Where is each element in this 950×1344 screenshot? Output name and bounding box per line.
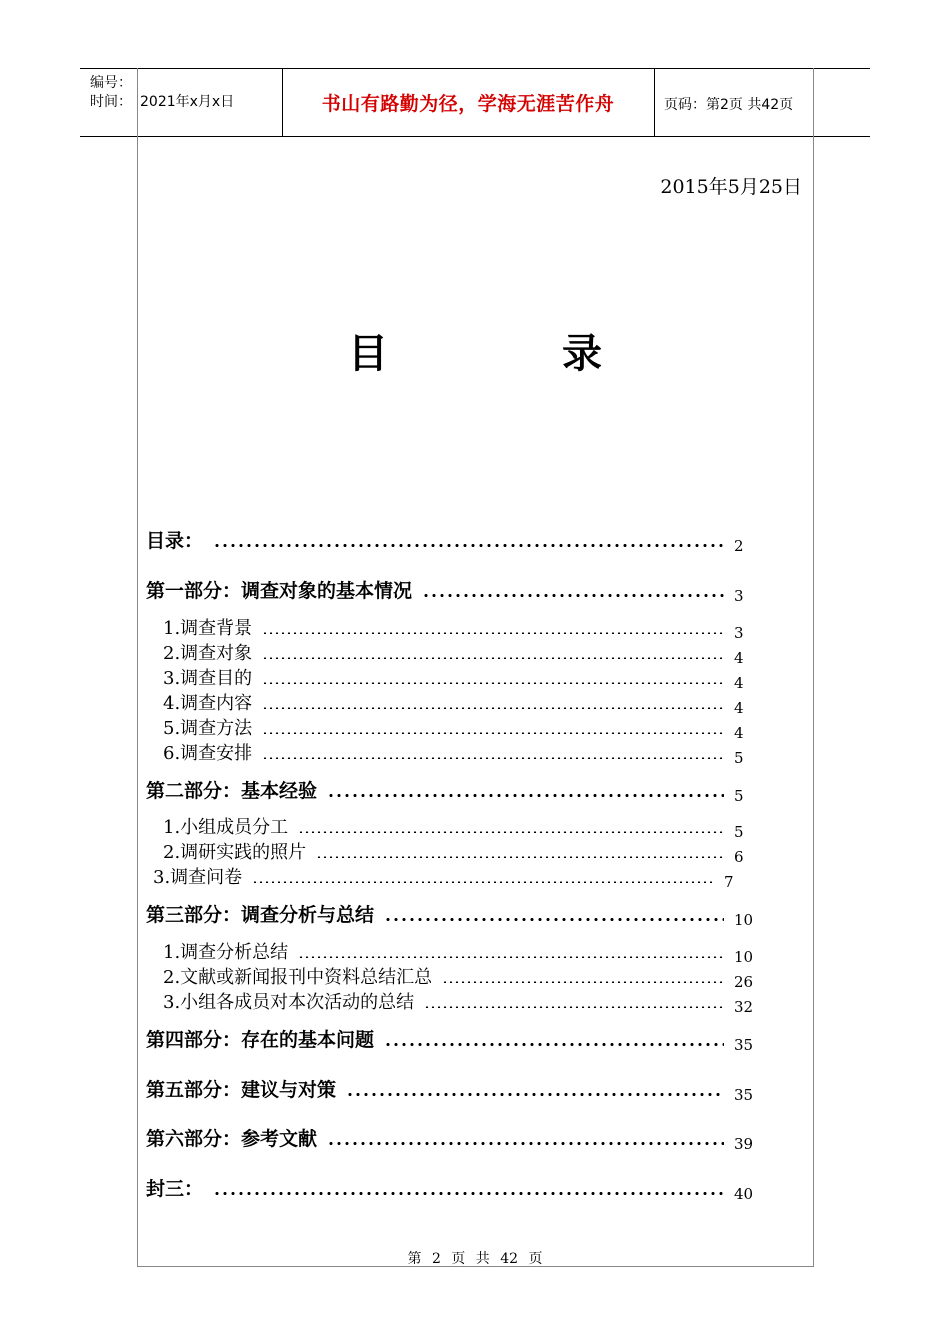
toc-page-number: 4 bbox=[734, 674, 744, 692]
toc-entry-label: 2.文献或新闻报刊中资料总结汇总 bbox=[163, 967, 433, 988]
toc-subsection-row[interactable] bbox=[163, 739, 760, 765]
toc-entry-label: 第五部分：建议与对策 bbox=[146, 1079, 337, 1101]
toc-dot-leader bbox=[298, 956, 724, 958]
toc-entry-label: 3.调查目的 bbox=[163, 668, 253, 689]
toc-dot-leader bbox=[327, 794, 724, 797]
toc-entry-label: 3.小组各成员对本次活动的总结 bbox=[163, 992, 415, 1013]
toc-entry-label: 5.调查方法 bbox=[163, 718, 253, 739]
time-value: 2021年x月x日 bbox=[140, 94, 235, 110]
header-page-info: 页码：第2页 共42页 bbox=[664, 97, 794, 113]
toc-page-number: 2 bbox=[734, 537, 744, 555]
toc-section-row[interactable] bbox=[146, 1075, 760, 1102]
header-motto: 书山有路勤为径，学海无涯苦作舟 bbox=[321, 92, 615, 115]
toc-page-number: 4 bbox=[734, 649, 744, 667]
toc-subsection-row[interactable] bbox=[163, 988, 760, 1014]
toc-page-number: 26 bbox=[734, 973, 754, 991]
toc-entry-label: 2.调查对象 bbox=[163, 643, 253, 664]
toc-page-number: 4 bbox=[734, 699, 744, 717]
toc-dot-leader bbox=[316, 856, 724, 858]
toc-section-row[interactable] bbox=[146, 526, 760, 553]
toc-dot-leader bbox=[213, 544, 724, 547]
toc-subsection-row[interactable] bbox=[163, 963, 760, 989]
toc-entry-label: 目录： bbox=[146, 530, 204, 552]
toc-dot-leader bbox=[213, 1192, 724, 1195]
toc-dot-leader bbox=[262, 632, 724, 634]
toc-page-number: 35 bbox=[734, 1036, 754, 1054]
toc-entry-label: 2.调研实践的照片 bbox=[163, 842, 307, 863]
toc-section-row[interactable] bbox=[146, 576, 760, 603]
toc-dot-leader bbox=[252, 881, 714, 883]
toc-subsection-row[interactable] bbox=[163, 813, 760, 839]
toc-entry-label: 第四部分：存在的基本问题 bbox=[146, 1029, 375, 1051]
toc-subsection-row[interactable] bbox=[163, 689, 760, 715]
toc-section-row[interactable] bbox=[146, 1174, 760, 1201]
toc-dot-leader bbox=[442, 981, 724, 983]
toc-entry-label: 第六部分：参考文献 bbox=[146, 1128, 318, 1150]
toc-entry-label: 1.调查背景 bbox=[163, 618, 253, 639]
toc-dot-leader bbox=[327, 1142, 724, 1145]
toc-page-number: 4 bbox=[734, 724, 744, 742]
toc-page-number: 3 bbox=[734, 587, 744, 605]
toc-entry-label: 4.调查内容 bbox=[163, 693, 253, 714]
toc-subsection-row[interactable] bbox=[153, 863, 750, 889]
toc-page-number: 6 bbox=[734, 848, 744, 866]
toc-entry-label: 1.调查分析总结 bbox=[163, 942, 289, 963]
toc-section-row[interactable] bbox=[146, 900, 760, 927]
toc-dot-leader bbox=[262, 707, 724, 709]
toc-subsection-row[interactable] bbox=[163, 838, 760, 864]
toc-page-number: 10 bbox=[734, 948, 754, 966]
toc-entry-label: 第一部分：调查对象的基本情况 bbox=[146, 580, 413, 602]
toc-dot-leader bbox=[384, 1043, 724, 1046]
toc-page-number: 3 bbox=[734, 624, 744, 642]
document-date: 2015年5月25日 bbox=[660, 176, 802, 198]
toc-subsection-row[interactable] bbox=[163, 938, 760, 964]
toc-subsection-row[interactable] bbox=[163, 664, 760, 690]
toc-page-number: 10 bbox=[734, 911, 754, 929]
toc-page-number: 35 bbox=[734, 1086, 754, 1104]
toc-dot-leader bbox=[262, 757, 724, 759]
page-footer: 第 2 页 共 42 页 bbox=[407, 1251, 543, 1267]
toc-dot-leader bbox=[384, 918, 724, 921]
toc-entry-label: 第二部分：基本经验 bbox=[146, 780, 318, 802]
toc-page-number: 7 bbox=[724, 873, 734, 891]
toc-entry-label: 1.小组成员分工 bbox=[163, 817, 289, 838]
toc-subsection-row[interactable] bbox=[163, 639, 760, 665]
toc-dot-leader bbox=[422, 594, 724, 597]
toc-page-number: 5 bbox=[734, 823, 744, 841]
toc-subsection-row[interactable] bbox=[163, 614, 760, 640]
toc-page-number: 39 bbox=[734, 1135, 754, 1153]
toc-entry-label: 3.调查问卷 bbox=[153, 867, 243, 888]
toc-title: 目 录 bbox=[348, 331, 682, 377]
toc-entry-label: 第三部分：调查分析与总结 bbox=[146, 904, 375, 926]
toc-dot-leader bbox=[424, 1006, 724, 1008]
toc-page-number: 40 bbox=[734, 1185, 754, 1203]
toc-section-row[interactable] bbox=[146, 1025, 760, 1052]
toc-entry-label: 6.调查安排 bbox=[163, 743, 253, 764]
toc-dot-leader bbox=[262, 682, 724, 684]
toc-dot-leader bbox=[346, 1093, 724, 1096]
toc-page-number: 5 bbox=[734, 749, 744, 767]
toc-dot-leader bbox=[262, 732, 724, 734]
toc-entry-label: 封三： bbox=[146, 1178, 204, 1200]
toc-dot-leader bbox=[298, 831, 724, 833]
toc-page-number: 5 bbox=[734, 787, 744, 805]
time-label: 时间： bbox=[90, 94, 132, 110]
toc-section-row[interactable] bbox=[146, 776, 760, 803]
serial-label: 编号： bbox=[90, 75, 132, 91]
toc-section-row[interactable] bbox=[146, 1124, 760, 1151]
toc-page-number: 32 bbox=[734, 998, 754, 1016]
toc-subsection-row[interactable] bbox=[163, 714, 760, 740]
toc-dot-leader bbox=[262, 657, 724, 659]
